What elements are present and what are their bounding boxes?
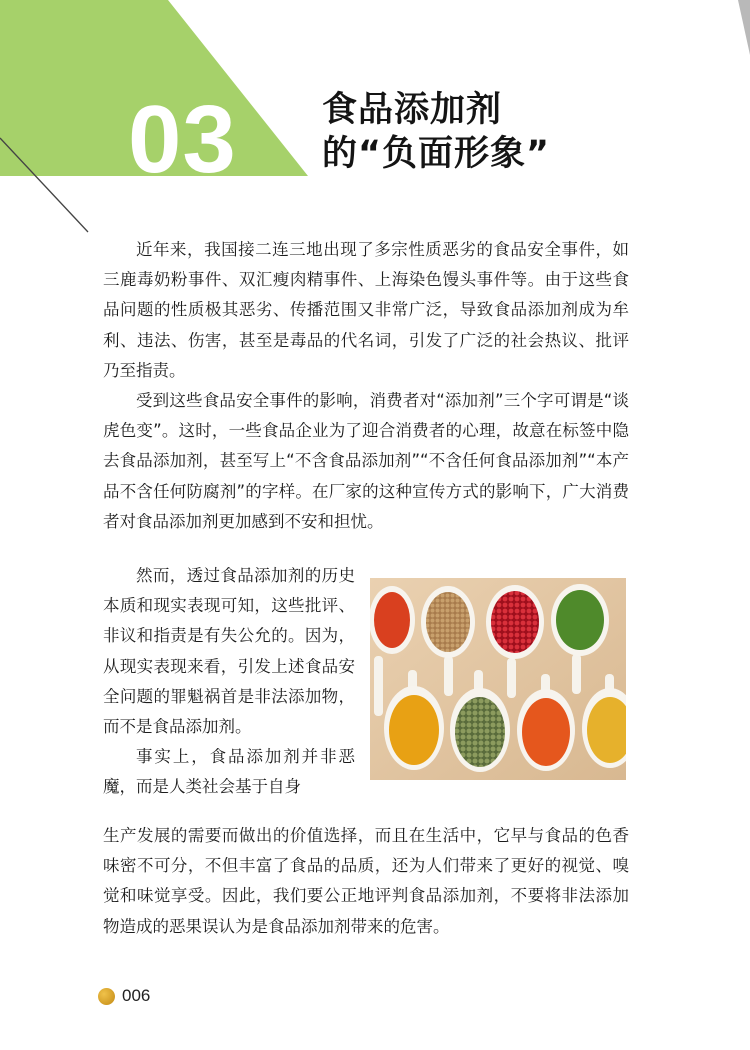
spices-photo	[370, 578, 626, 780]
chapter-title-line-2: 的“负面形象”	[322, 134, 551, 174]
paragraph-2: 受到这些食品安全事件的影响，消费者对“添加剂”三个字可谓是“谈虎色变”。这时，一些食品企业为了迎合消费者的心理，故意在标签中隐去食品添加剂，甚至写上“不含食品添加剂”“不含任何食品添加剂”“本产品不含任何防腐剂”的字样。在厂家的这种宣传方式的影响下，广大消费者对食品添加剂更加感到不安和担忧。	[103, 391, 629, 531]
paragraph-3: 然而，透过食品添加剂的历史本质和现实表现可知，这些批评、非议和指责是有失公允的。因为，从现实表现来看，引发上述食品安全问题的罪魁祸首是非法添加物，而不是食品添加剂。	[103, 566, 355, 737]
paragraph-4-start: 事实上，食品添加剂并非恶魔，而是人类社会基于自身	[103, 747, 355, 797]
paragraph-4-continued: 生产发展的需要而做出的价值选择，而且在生活中，它早与食品的色香味密不可分，不但丰富了食品的品质，还为人们带来了更好的视觉、嗅觉和味觉享受。因此，我们要公正地评判食品添加剂，不要将非法添加物造成的恶果误认为是食品添加剂带来的危害。	[103, 826, 629, 936]
chapter-title-line-1: 食品添加剂	[322, 90, 503, 130]
corner-accent	[738, 0, 750, 55]
paragraph-1: 近年来，我国接二连三地出现了多宗性质恶劣的食品安全事件，如三鹿毒奶粉事件、双汇瘦肉精事件、上海染色馒头事件等。由于这些食品问题的性质极其恶劣、传播范围又非常广泛，导致食品添加剂成为牟利、违法、伤害，甚至是毒品的代名词，引发了广泛的社会热议、批评乃至指责。	[103, 240, 629, 380]
body-text-wrapped	[103, 561, 355, 803]
chapter-number: 03	[128, 86, 237, 193]
body-text-top	[103, 235, 629, 537]
page-dot-icon	[98, 988, 115, 1005]
body-text-bottom	[103, 821, 629, 942]
page-number: 006	[122, 986, 151, 1005]
page-footer	[98, 986, 150, 1006]
chapter-title	[322, 88, 550, 176]
